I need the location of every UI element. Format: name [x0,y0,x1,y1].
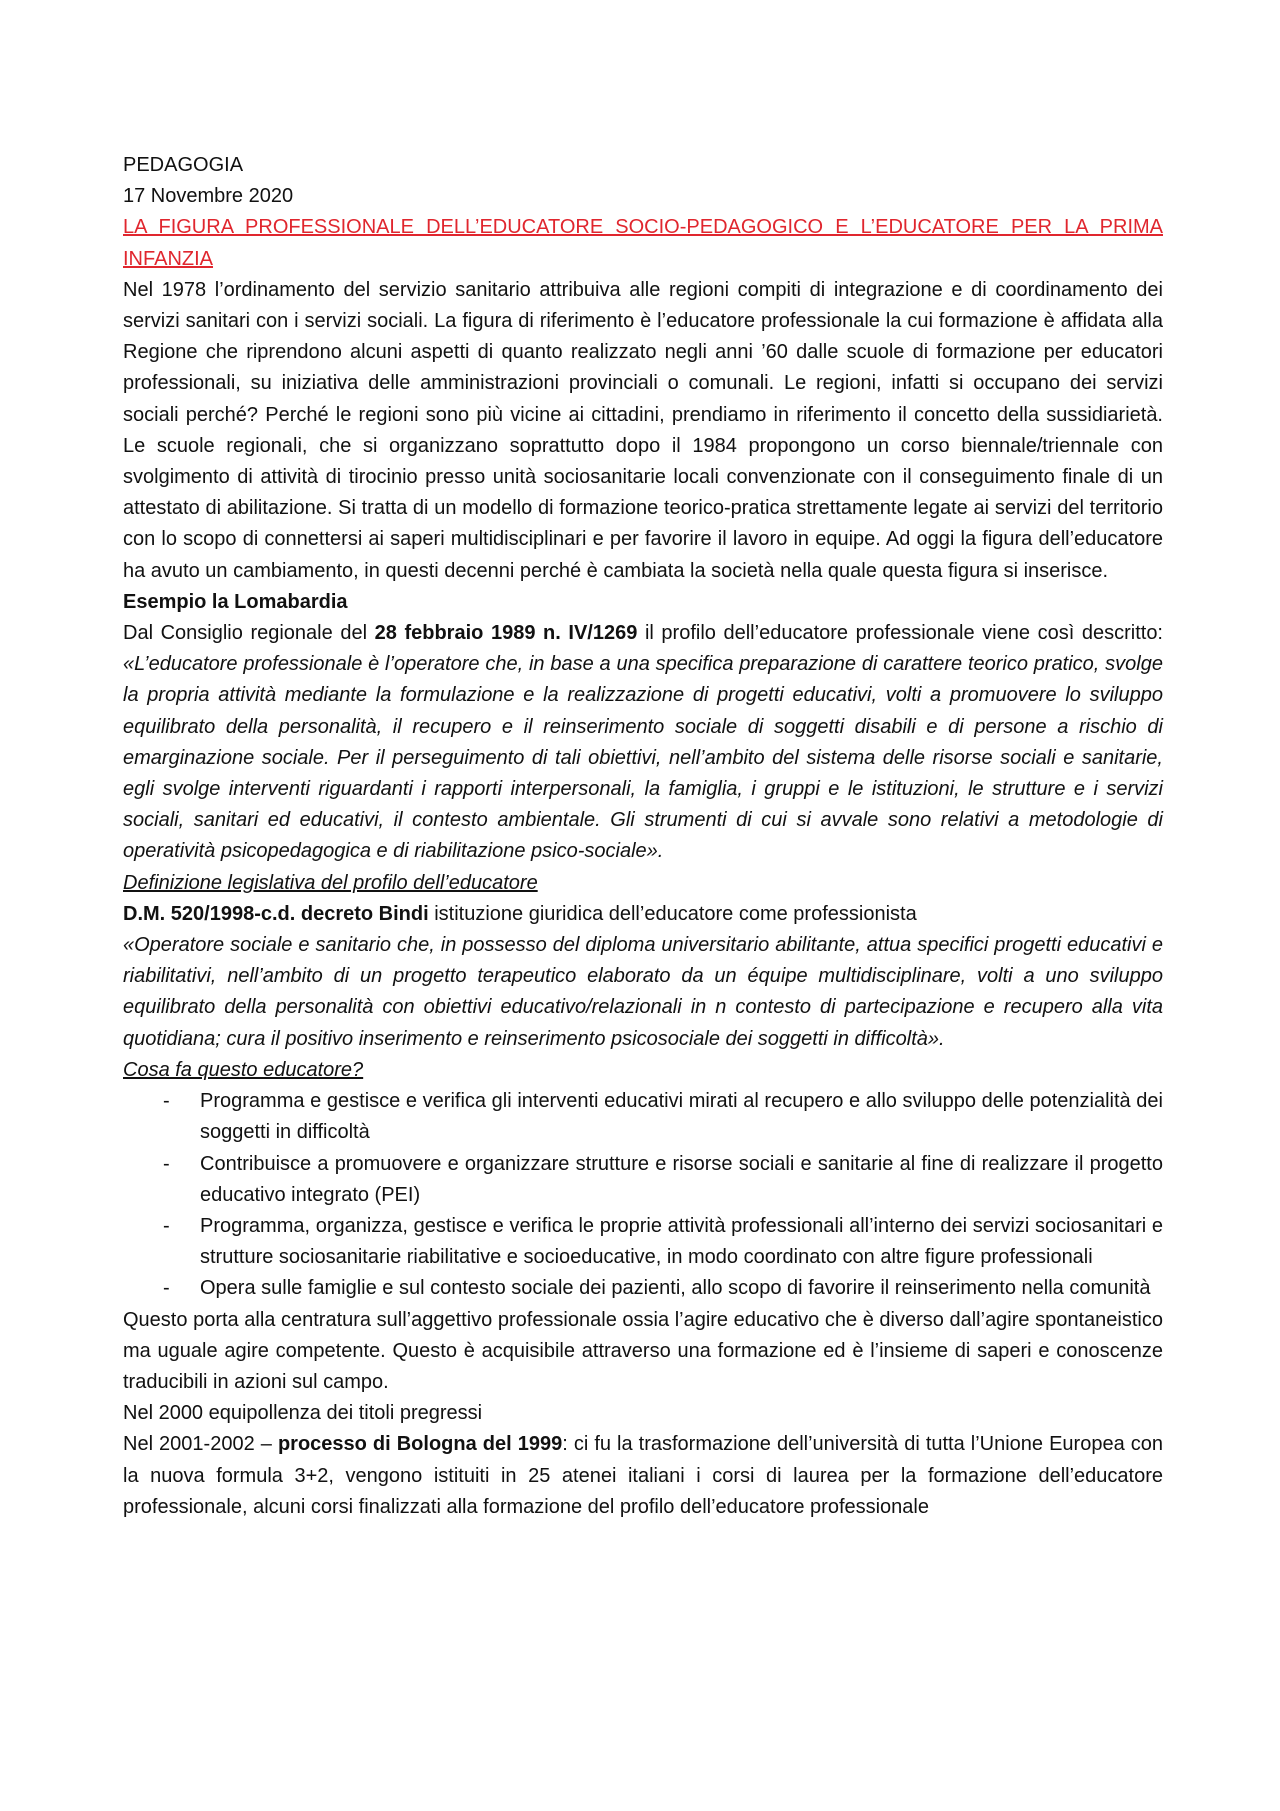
lecture-date: 17 Novembre 2020 [123,185,294,208]
list-item-text: Programma e gestisce e verifica gli interventi educativi mirati al recupero e allo sviluppo delle potenzialità dei soggetti in difficoltà [200,1090,1163,1144]
example-paragraph [123,618,1163,868]
section-title: LA FIGURA PROFESSIONALE DELL’EDUCATORE SOCIO-PEDAGOGICO E L’EDUCATORE PER LA PRIMA INFANZIA [123,216,1163,270]
conclusion-paragraph: Questo porta alla centratura sull’aggettivo professionale ossia l’agire educativo che è diverso dall’agire spontaneistico ma uguale agire competente. Questo è acquisibile attraverso una formazione ed è l’insieme di saperi e conoscenze traducibili in azioni sul campo. [123,1308,1163,1393]
bologna-text-before: Nel 2001-2002 – [123,1433,278,1456]
list-bullet: - [163,1152,170,1175]
list-item [123,1211,1163,1273]
list-item [123,1149,1163,1211]
definition-quote: «Operatore sociale e sanitario che, in possesso del diploma universitario abilitante, attua specifici progetti educativi e riabilitativi, nell’ambito di un progetto terapeutico elaborato da un équipe multidisciplinare, volti a uno sviluppo equilibrato della personalità con obiettivi educativo/relazionali in n contesto di partecipazione e recupero alla vita quotidiana; cura il positivo inserimento e reinserimento psicosociale dei soggetti in difficoltà». [123,934,1163,1050]
list-bullet: - [163,1214,170,1237]
bologna-bold: processo di Bologna del 1999 [277,1433,563,1456]
example-text-before: Dal Consiglio regionale del [123,622,375,645]
definition-reference [123,899,1163,930]
list-item-text: Opera sulle famiglie e sul contesto sociale dei pazienti, allo scopo di favorire il reinserimento nella comunità [200,1277,1151,1300]
intro-paragraph: Nel 1978 l’ordinamento del servizio sanitario attribuiva alle regioni compiti di integrazione e di coordinamento dei servizi sanitari con i servizi sociali. La figura di riferimento è l’educatore professionale la cui formazione è affidata alla Regione che riprendono alcuni aspetti di quanto realizzato negli anni ’60 dalle scuole di formazione per educatori professionali, su iniziativa delle amministrazioni provinciali o comunali. Le regioni, infatti si occupano dei servizi sociali perché? Perché le regioni sono più vicine ai cittadini, prendiamo in riferimento il concetto della sussidiarietà. Le scuole regionali, che si organizzano soprattutto dopo il 1984 propongono un corso biennale/triennale con svolgimento di attività di tirocinio presso unità sociosanitarie locali convenzionate con il conseguimento finale di un attestato di abilitazione. Si tratta di un modello di formazione teorico-pratica strettamente legate ai servizi del territorio con lo scopo di connettersi ai saperi multidisciplinari e per favorire il lavoro in equipe. Ad oggi la figura dell’educatore ha avuto un cambiamento, in questi decenni perché è cambiata la società nella quale questa figura si inserisce. [123,278,1163,582]
decree-reference: D.M. 520/1998-c.d. decreto Bindi [123,902,429,925]
timeline-bologna [123,1429,1163,1523]
list-item [123,1273,1163,1304]
duties-list [123,1086,1163,1304]
document-page [123,150,1163,1523]
list-item-text: Contribuisce a promuovere e organizzare strutture e risorse sociali e sanitarie al fine di realizzare il progetto educativo integrato (PEI) [200,1152,1163,1206]
example-bold-reference: 28 febbraio 1989 n. IV/1269 [374,622,638,645]
subject-label: PEDAGOGIA [123,154,244,176]
list-bullet: - [163,1277,170,1300]
list-item-text: Programma, organizza, gestisce e verifica le proprie attività professionali all’interno dei servizi sociosanitari e strutture sociosanitarie riabilitative e socioeducative, in modo coordinato con altre figure professionali [200,1214,1163,1269]
timeline-2000: Nel 2000 equipollenza dei titoli pregressi [123,1402,483,1425]
list-bullet: - [163,1090,170,1113]
decree-description: istituzione giuridica dell’educatore come professionista [428,902,917,925]
definition-heading: Definizione legislativa del profilo dell’educatore [123,871,538,894]
example-heading: Esempio la Lomabardia [123,590,348,613]
example-quote: «L’educatore professionale è l’operatore che, in base a una specifica preparazione di carattere teorico pratico, svolge la propria attività mediante la formulazione e la realizzazione di progetti educativi, volti a promuovere lo sviluppo equilibrato della personalità, il recupero e il reinserimento sociale di soggetti disabili e di persone a rischio di emarginazione sociale. Per il perseguimento di tali obiettivi, nell’ambito del sistema delle risorse sociali e sanitarie, egli svolge interventi riguardanti i rapporti interpersonali, la famiglia, i gruppi e le istituzioni, le strutture e i servizi sociali, sanitari ed educativi, il contesto ambientale. Gli strumenti di cui si avvale sono relativi a metodologie di operatività psicopedagogica e di riabilitazione psico-sociale». [123,653,1163,863]
list-item [123,1086,1163,1148]
bologna-text-after: : ci fu la trasformazione dell’università di tutta l’Unione Europea con la nuova formula 3+2, vengono istituiti in 25 atenei italiani i corsi di laurea per la formazione dell’educatore professionale, alcuni corsi finalizzati alla formazione del profilo dell’educatore professionale [123,1433,1164,1518]
example-text-after: il profilo dell’educatore professionale viene così descritto: [637,622,1163,645]
duties-heading: Cosa fa questo educatore? [123,1058,364,1081]
